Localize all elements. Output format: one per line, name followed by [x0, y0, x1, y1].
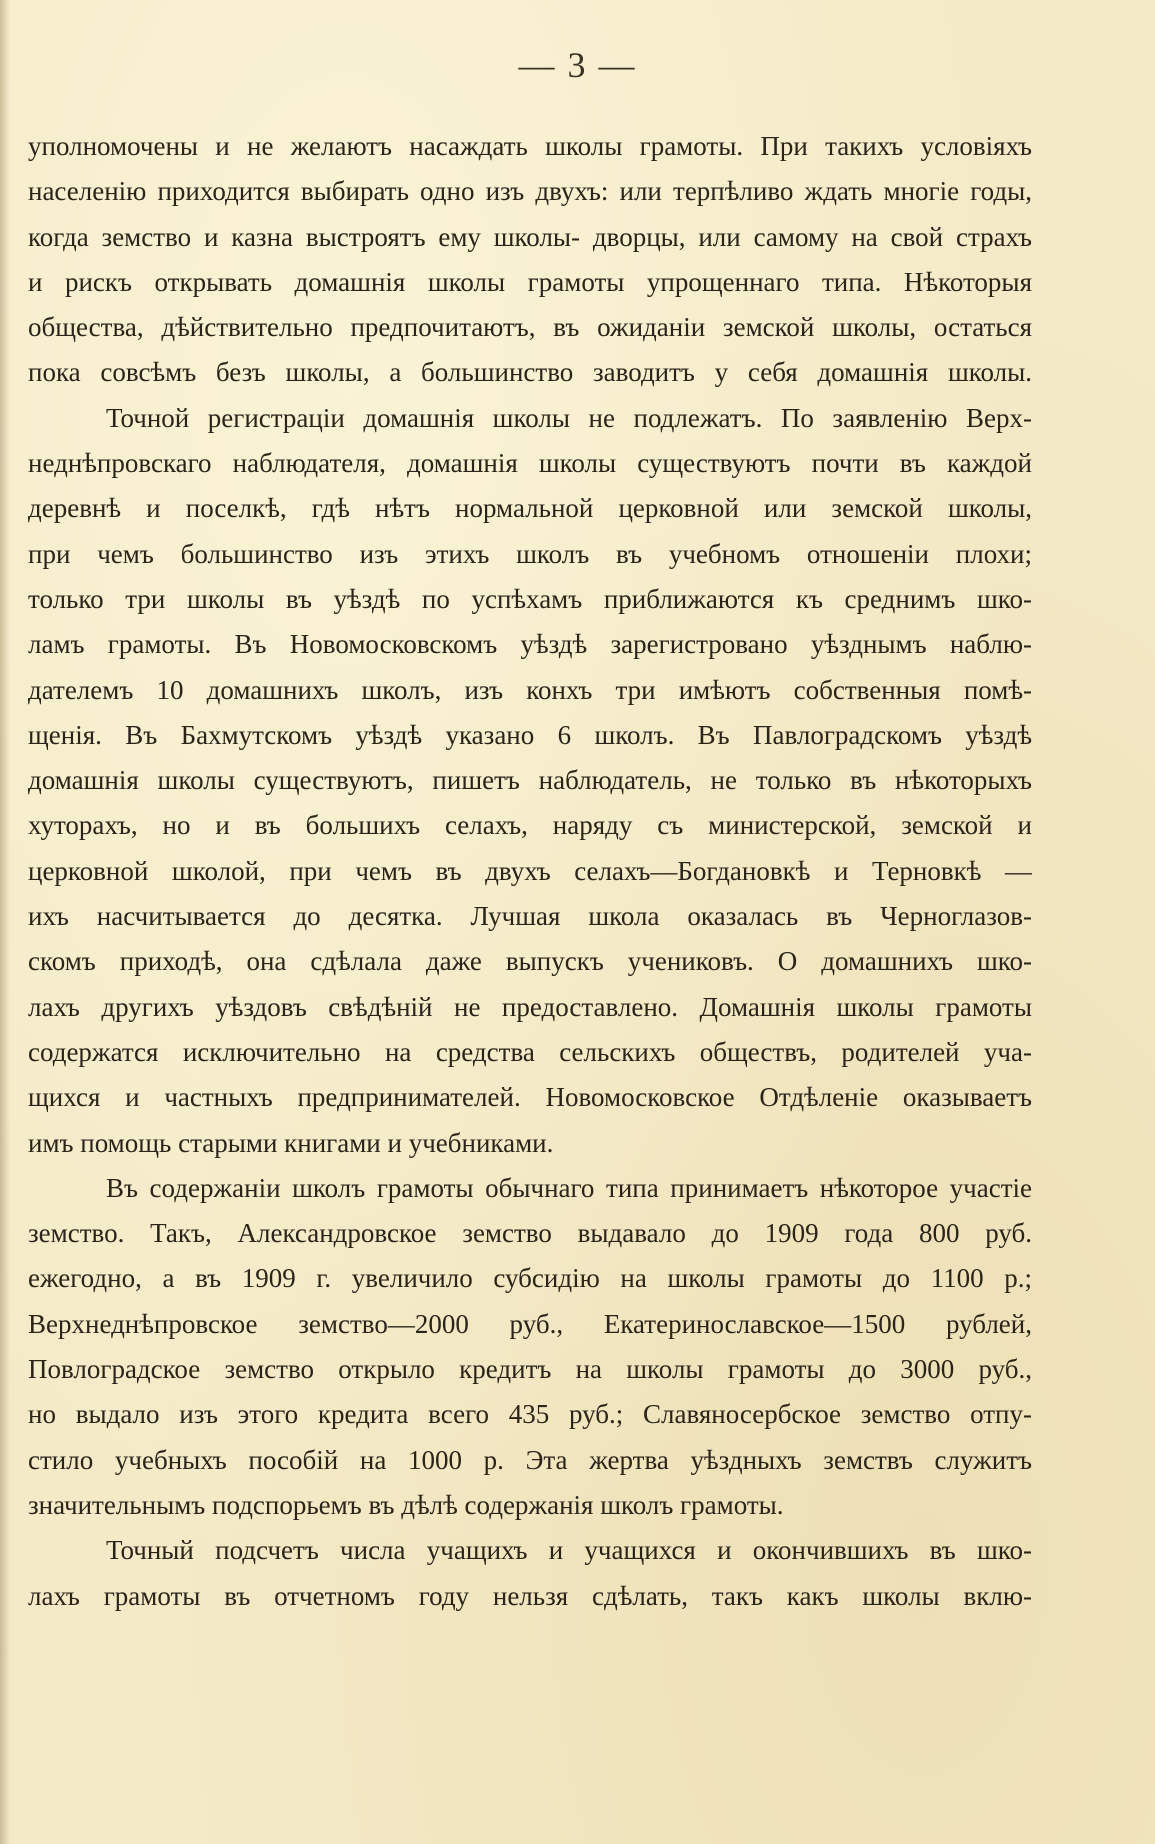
text-line: когда земство и казна выстроятъ ему школы- дворцы, или самому на свой страхъ [28, 221, 1032, 252]
text-line: уполномочены и не желаютъ насаждать школы грамоты. При такихъ условіяхъ [28, 131, 1032, 161]
paragraph-2 [28, 396, 1032, 1166]
text-line: дателемъ 10 домашнихъ школъ, изъ конхъ три имѣютъ собственныя помѣ- [28, 674, 1032, 705]
text-line: ихъ насчитывается до десятка. Лучшая школа оказалась въ Черноглазов- [28, 901, 1032, 932]
text-line: ежегодно, а въ 1909 г. увеличило субсидію на школы грамоты до 1100 р.; [28, 1263, 1032, 1294]
text-line: стило учебныхъ пособій на 1000 р. Эта жертва уѣздныхъ земствъ служитъ [28, 1444, 1032, 1475]
text-line: деревнѣ и поселкѣ, гдѣ нѣтъ нормальной церковной или земской школы, [28, 493, 1032, 524]
text-line: общества, дѣйствительно предпочитаютъ, въ ожиданіи земской школы, остаться [28, 312, 1032, 343]
text-line: неднѣпровскаго наблюдателя, домашнія школы существуютъ почти въ каждой [28, 448, 1032, 479]
text-line: Повлоградское земство открыло кредитъ на школы грамоты до 3000 руб., [28, 1354, 1032, 1385]
text-line: лахъ другихъ уѣздовъ свѣдѣній не предоставлено. Домашнія школы грамоты [28, 991, 1032, 1022]
text-line: хуторахъ, но и въ большихъ селахъ, наряду съ министерской, земской и [28, 810, 1032, 841]
text-line: но выдало изъ этого кредита всего 435 руб.; Славяносербское земство отпу- [28, 1399, 1032, 1430]
text-line: населенію приходится выбирать одно изъ двухъ: или терпѣливо ждать многіе годы, [28, 176, 1032, 207]
text-line: Точной регистраціи домашнія школы не подлежатъ. По заявленію Верх- [106, 402, 1032, 433]
text-line: только три школы въ уѣздѣ по успѣхамъ приближаются къ среднимъ шко- [28, 583, 1032, 614]
text-line: значительнымъ подспорьемъ въ дѣлѣ содержанія школъ грамоты. [28, 1489, 784, 1520]
text-line: и рискъ открывать домашнія школы грамоты упрощеннаго типа. Нѣкоторыя [28, 266, 1032, 297]
text-line: Въ содержаніи школъ грамоты обычнаго типа принимаетъ нѣкоторое участіе [106, 1172, 1032, 1203]
text-line: лахъ грамоты въ отчетномъ году нельзя сдѣлать, такъ какъ школы вклю- [28, 1580, 1032, 1611]
text-line: щенія. Въ Бахмутскомъ уѣздѣ указано 6 школъ. Въ Павлоградскомъ уѣздѣ [28, 719, 1032, 750]
text-line: пока совсѣмъ безъ школы, а большинство заводитъ у себя домашнія школы. [28, 357, 1032, 388]
text-line: Точный подсчетъ числа учащихъ и учащихся и окончившихъ въ шко- [106, 1535, 1032, 1566]
page-left-edge-shadow [0, 0, 10, 1844]
text-line: домашнія школы существуютъ, пишетъ наблюдатель, не только въ нѣкоторыхъ [28, 765, 1032, 796]
page-number: — 3 — [518, 45, 637, 85]
text-line: скомъ приходѣ, она сдѣлала даже выпускъ учениковъ. О домашнихъ шко- [28, 946, 1032, 977]
text-line: имъ помощь старыми книгами и учебниками. [28, 1127, 554, 1158]
text-line: при чемъ большинство изъ этихъ школъ въ учебномъ отношеніи плохи; [28, 538, 1032, 569]
paragraph-3 [28, 1166, 1032, 1528]
text-line: щихся и частныхъ предпринимателей. Новомосковское Отдѣленіе оказываетъ [28, 1082, 1032, 1113]
paragraph-1 [28, 124, 1032, 396]
body-text [28, 124, 1032, 1619]
paragraph-4 [28, 1528, 1032, 1619]
text-line: ламъ грамоты. Въ Новомосковскомъ уѣздѣ зарегистровано уѣзднымъ наблю- [28, 629, 1032, 660]
text-line: земство. Такъ, Александровское земство выдавало до 1909 года 800 руб. [28, 1218, 1032, 1249]
text-line: церковной школой, при чемъ въ двухъ селахъ—Богдановкѣ и Терновкѣ — [28, 855, 1032, 886]
text-line: Верхнеднѣпровское земство—2000 руб., Екатеринославское—1500 рублей, [28, 1308, 1032, 1339]
text-line: содержатся исключительно на средства сельскихъ обществъ, родителей уча- [28, 1036, 1032, 1067]
